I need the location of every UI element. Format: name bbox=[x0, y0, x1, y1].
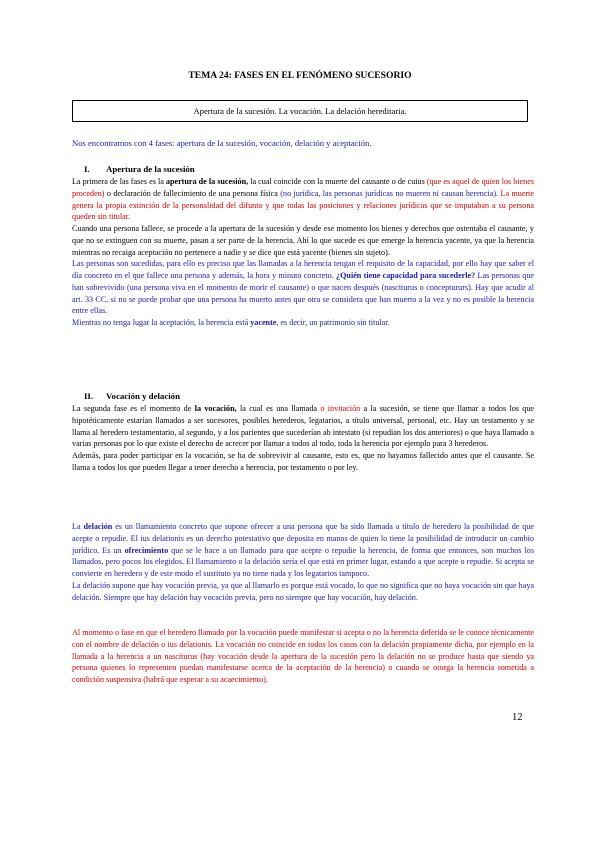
red-text: (que es aquel de quien los bienes proceden) bbox=[72, 177, 534, 198]
section-heading-apertura bbox=[84, 164, 195, 174]
page-number: 12 bbox=[512, 712, 523, 723]
bold-term: apertura de la sucesión, bbox=[165, 177, 249, 186]
text-run: Mientras no tenga lugar la aceptación, la herencia está bbox=[72, 318, 251, 327]
section-heading-vocacion bbox=[84, 391, 180, 401]
paragraph: Al momento o fase en que el heredero llamado por la vocación puede manifestar si acepta o no la herencia deferida se le conoce técnicamente con el nombre de delación o ius delationis. La vocación no coincide en todos los casos con la delación propiamente dicha, por ejemplo en la llamada a la herencia a un nasciturus (hay vocación desde la apertura de la sucesión pero la delación no se produce hasta que siendo ya persona quienes lo representen puedan manifestarse acerca de la aceptación de la herencia) o cuando se otorga la herencia sometida a condición suspensiva (habrá que esperar a su acaecimiento). bbox=[72, 628, 534, 684]
paragraph bbox=[72, 403, 534, 450]
text-run: la cual coincide con la muerte del causante o de cuius bbox=[248, 177, 427, 186]
section-body-vocacion bbox=[72, 403, 534, 474]
topic-box: Apertura de la sucesión. La vocación. La delación hereditaria. bbox=[72, 100, 528, 122]
text-run: La primera de las fases es la bbox=[72, 177, 166, 186]
paragraph bbox=[72, 176, 534, 223]
paragraph: Además, para poder participar en la vocación, se ha de sobrevivir al causante, esto es, que no hayamos fallecido antes que el causante. Se llama a todos los que pueden llegar a tener derecho a herencia, por testamento o por ley. bbox=[72, 451, 534, 472]
text-run: Las personas que han sobrevivido (una persona viva en el momento de morir el causante) o que nacen después (nasciturus o conceptururs). Hay que acudir al art. 33 CC, si no se puede probar que una persona ha muerto antes que otra se considera que han muerto a la vez y no es posible la herencia entre ellas. bbox=[72, 271, 534, 316]
blue-text: (no jurídica, las personas jurídicas no mueren ni causan herencia). bbox=[280, 188, 499, 198]
section-body-apertura bbox=[72, 176, 534, 329]
red-text: La muerte genera la propia extinción de la personalidad del difunto y que todas las posiciones y relaciones jurídicas que se imputaban a su persona queden sin titular. bbox=[72, 188, 535, 222]
red-text: o invitación bbox=[320, 404, 361, 413]
section-title: Vocación y delación bbox=[106, 391, 180, 401]
text-run: o declaración de fallecimiento de una persona física bbox=[104, 188, 281, 198]
text-run: , es decir, un patrimonio sin titular. bbox=[276, 318, 390, 327]
section-title: Apertura de la sucesión bbox=[106, 164, 195, 174]
delacion-block bbox=[72, 521, 534, 603]
paragraph: La delación supone que hay vocación previa, ya que al llamarlo es porque está vocado, lo que no significa que no haya vocación sin que haya delación. Siempre que hay delación hay vocación previa, pero no siempre que hay vocación, hay delación. bbox=[72, 580, 534, 602]
text-run: Las personas son sucedidas, para ello es preciso que las llamadas a la herencia tengan el requisito de la capacidad, por ello hay que saber el día concreto en el que fallece una persona y además, la hora y minuto concreto. bbox=[72, 259, 534, 280]
bold-term: delación bbox=[83, 522, 113, 531]
section-number: II. bbox=[84, 391, 94, 401]
fase-block bbox=[72, 627, 534, 686]
text-run: que se le hace a un llamado para que acepte o repudie la herencia, de forma que entonces, son muchos los llamados, pero pocos los elegidos. El llamamiento o la delación sería el que está en primer lugar, estando a que acepte o repudie. Si acepta se convierte en heredero y de este modo el sustituto ya no tiene nada y los legatarios tampoco. bbox=[72, 545, 534, 578]
paragraph bbox=[72, 258, 534, 317]
text-run: a la sucesión, se tiene que llamar a todos los que hipotéticamente estarían llamados a ser sucesores, posibles herederos, legatarios, a título universal, personal, etc. Hay un testamento y se llama al heredero testamentario, al segundo, y a los parientes que sucederían ab intestato (si repudian los dos anteriores) o que haya llamado a varias personas por lo que existe el derecho de acrecer por llamar a todos al todo, toda la herencia por ejemplo para 3 herederos. bbox=[72, 404, 535, 449]
document-title: TEMA 24: FASES EN EL FENÓMENO SUCESORIO bbox=[188, 70, 412, 81]
paragraph bbox=[72, 521, 534, 580]
text-run: la cual es una llamada bbox=[236, 404, 321, 413]
text-run: La segunda fase es el momento de bbox=[72, 404, 195, 413]
bold-term: yacente bbox=[250, 318, 277, 327]
intro-line: Nos encontramos con 4 fases: apertura de la sucesión, vocación, delación y aceptación. bbox=[72, 138, 372, 148]
bold-term: ofrecimiento bbox=[124, 545, 169, 555]
paragraph: Cuando una persona fallece, se procede a la apertura de la sucesión y desde ese momento los bienes y derechos que ostentaba el causante, y que no se extinguen con su muerte, pasan a ser parte de la herencia. Ahí lo que sucede es que emerge la herencia yacente, ya que la herencia mientras no recaiga aceptación no pertenece a nadie y se dice que está yacente (bienes sin sujeto). bbox=[72, 224, 534, 257]
text-run: La bbox=[72, 522, 84, 531]
bold-term: la vocación, bbox=[194, 404, 237, 413]
paragraph bbox=[72, 317, 534, 329]
bold-question: ¿Quién tiene capacidad para sucederle? bbox=[336, 271, 476, 280]
text-run: es un llamamiento concreto que supone ofrecer a una persona que ha sido llamada a título de heredero la posibilidad de que acepte o repudie. El ius delationis es un derecho potestativo que deposita en manos de quien lo tiene la posibilidad de introducir un cambio jurídico. Es un bbox=[72, 522, 534, 555]
section-number: I. bbox=[84, 164, 90, 174]
